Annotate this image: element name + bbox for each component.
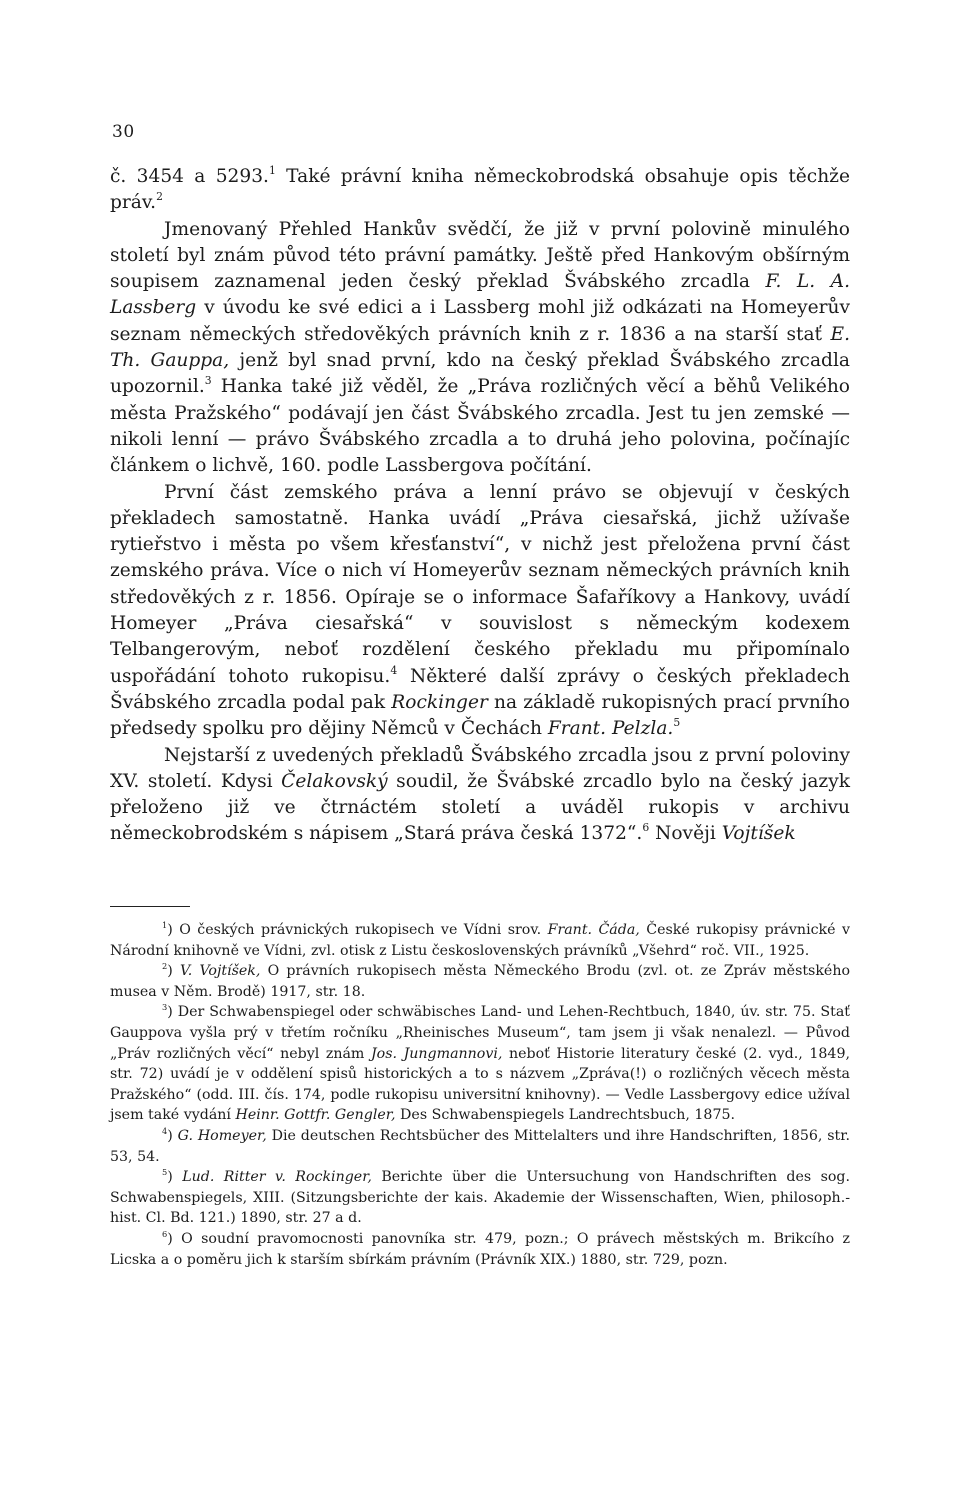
text-run: ) O českých právnických rukopisech ve Vídni srov. xyxy=(167,922,548,938)
text-run: Nejstarší z uvedených překladů Švábského zrcadla jsou z první poloviny XV. století. Kdysi xyxy=(110,744,850,792)
footnote-ref-4: 4 xyxy=(390,663,398,677)
text-run: ) xyxy=(167,1127,178,1144)
text-run: Některé další zprávy o českých překladech Švábského zrcadla podal pak xyxy=(110,665,850,713)
italic-name: Čelakovský xyxy=(281,770,388,792)
text-run: České rukopisy právnické v Národní knihovně ve Vídni, zvl. otisk z Listu československých právníků „Všehrd“ roč. VII., 1925. xyxy=(110,922,850,959)
text-run: neboť Historie literatury české (2. vyd., 1849, str. 72) uvádí je v oddělení spisů historických a to s názvem „Zpráva(!) o rozličných věcech města Pražského“ (odd. III. čís. 174, podle rukopisu universitní knihovny). — Vedle Lassbergovy edice užíval jsem také vydání xyxy=(110,1045,850,1124)
footnote-ref-6: 6 xyxy=(642,821,650,835)
italic-name: Heinr. Gottfr. Gengler, xyxy=(235,1107,396,1124)
text-run: ) xyxy=(167,963,180,980)
footnote-mark: 5 xyxy=(162,1167,168,1178)
footnote-ref-3: 3 xyxy=(204,374,212,388)
footnote-ref-1: 1 xyxy=(268,164,276,178)
footnote-ref-2: 2 xyxy=(156,190,163,204)
italic-name: Frant. Čáda, xyxy=(547,922,640,938)
footnote-mark: 4 xyxy=(162,1126,168,1137)
text-run: č. 3454 a 5293. xyxy=(110,166,269,187)
text-run: ) O soudní pravomocnosti panovníka str. 479, pozn.; O právech městských m. Brikcího z Licska a o poměru jich k starším sbírkám právním (Právník XIX.) 1880, str. 729, pozn. xyxy=(110,1230,850,1268)
footnote-ref-5: 5 xyxy=(673,716,681,730)
text-run: Jmenovaný Přehled Hankův svědčí, že již v první polovině minulého století byl znám původ této právní památky. Ještě před Hankovým obšírným soupisem zaznamenal jeden český překlad Švábského zrcadla xyxy=(110,218,850,293)
italic-name: Frant. Pelzla. xyxy=(547,718,674,740)
footnote-2 xyxy=(110,961,850,1002)
text-run: ) xyxy=(167,1169,183,1186)
text-run: Také právní kniha německobrodská obsahuje opis těchže práv. xyxy=(110,166,850,214)
paragraph-3 xyxy=(110,480,850,743)
text-run: na základě rukopisných prací prvního předsedy spolku pro dějiny Němců v Čechách xyxy=(110,691,850,740)
italic-name: Rockinger xyxy=(391,691,488,713)
text-run: Berichte über die Untersuchung von Handschriften des sog. Schwabenspiegels, XIII. (Sitzungsberichte der kais. Akademie der Wissenschaften, Wien, philosoph.-hist. Cl. Bd. 121.) 1890, str. 27 a d. xyxy=(110,1169,851,1227)
footnote-4 xyxy=(110,1126,850,1167)
footnote-mark: 2 xyxy=(162,961,168,972)
italic-name: Jos. Jungmannovi, xyxy=(370,1045,503,1062)
text-run: ) Der Schwabenspiegel oder schwäbisches Land- und Lehen-Rechtbuch, 1840, úv. str. 75. Stať Gauppova vyšla prý v třetím ročníku „Rheinisches Museum“, tam jsem ji však nenalezl. — Původ „Práv rozličných věcí“ nebyl znám xyxy=(110,1004,850,1062)
footnote-6 xyxy=(110,1229,850,1270)
text-run: v úvodu ke své edici a i Lassberg mohl již odkázati na Homeyerův seznam německých středověkých právních knih z r. 1836 a na starší stať xyxy=(110,297,850,345)
italic-name: Vojtíšek xyxy=(721,823,796,845)
text-run: Des Schwabenspiegels Landrechtsbuch, 1875. xyxy=(395,1107,736,1124)
paragraph-2 xyxy=(110,217,850,480)
footnote-1 xyxy=(110,920,850,961)
italic-name: Lud. Ritter v. Rockinger, xyxy=(182,1169,372,1186)
text-run: Die deutschen Rechtsbücher des Mittelalters und ihre Handschriften, 1856, str. 53, 54. xyxy=(110,1127,850,1165)
text-run: Hanka také již věděl, že „Práva rozličných věcí a běhů Velikého města Pražského“ podávají jen část Švábského zrcadla. Jest tu jen zemské — nikoli lenní — právo Švábského zrcadla a to druhá jeho polovina, počínajíc článkem o lichvě, 160. podle Lassbergova počítání. xyxy=(110,376,850,477)
footnotes xyxy=(110,920,850,1270)
text-run: První část zemského práva a lenní právo se objevují v českých překladech samostatně. Hanka uvádí „Práva ciesařská, jichž užívaše rytieřstvo i města po všem křesťanství“, v nichž jest přeložena první část zemského práva. Více o nich ví Homeyerův seznam německých právních knih středověkých z r. 1856. Opíraje se o informace Šafaříkovy a Hankovy, uvádí Homeyer „Práva ciesařská“ v souvislost s německým kodexem Telbangerovým, neboť rozdělení českého překladu mu připomínalo uspořádání tohoto rukopisu. xyxy=(110,481,850,687)
main-text xyxy=(110,164,850,848)
footnote-divider xyxy=(110,906,190,907)
footnote-mark: 6 xyxy=(162,1228,168,1239)
page-number: 30 xyxy=(112,122,135,142)
paragraph-1 xyxy=(110,164,850,217)
italic-name: G. Homeyer, xyxy=(177,1127,267,1144)
italic-name: V. Vojtíšek, xyxy=(179,963,261,980)
footnote-5 xyxy=(110,1167,850,1229)
footnote-3 xyxy=(110,1002,850,1126)
text-run: O právních rukopisech města Německého Brodu (zvl. ot. ze Zpráv městského musea v Něm. Brodě) 1917, str. 18. xyxy=(110,963,851,1000)
italic-name: F. L. A. Lassberg xyxy=(110,271,850,319)
footnote-mark: 1 xyxy=(162,920,168,931)
text-run: jenž byl snad první, kdo na český překlad Švábského zrcadla upozornil. xyxy=(110,350,850,398)
text-run: soudil, že Švábské zrcadlo bylo na český jazyk přeloženo již ve čtrnáctém století a uváděl rukopis v archivu německobrodském s nápisem „Stará práva česká 1372“. xyxy=(110,770,850,845)
paragraph-4 xyxy=(110,743,850,848)
footnote-mark: 3 xyxy=(162,1002,168,1013)
italic-name: E. Th. Gauppa, xyxy=(110,323,850,372)
text-run: Nověji xyxy=(649,823,722,845)
